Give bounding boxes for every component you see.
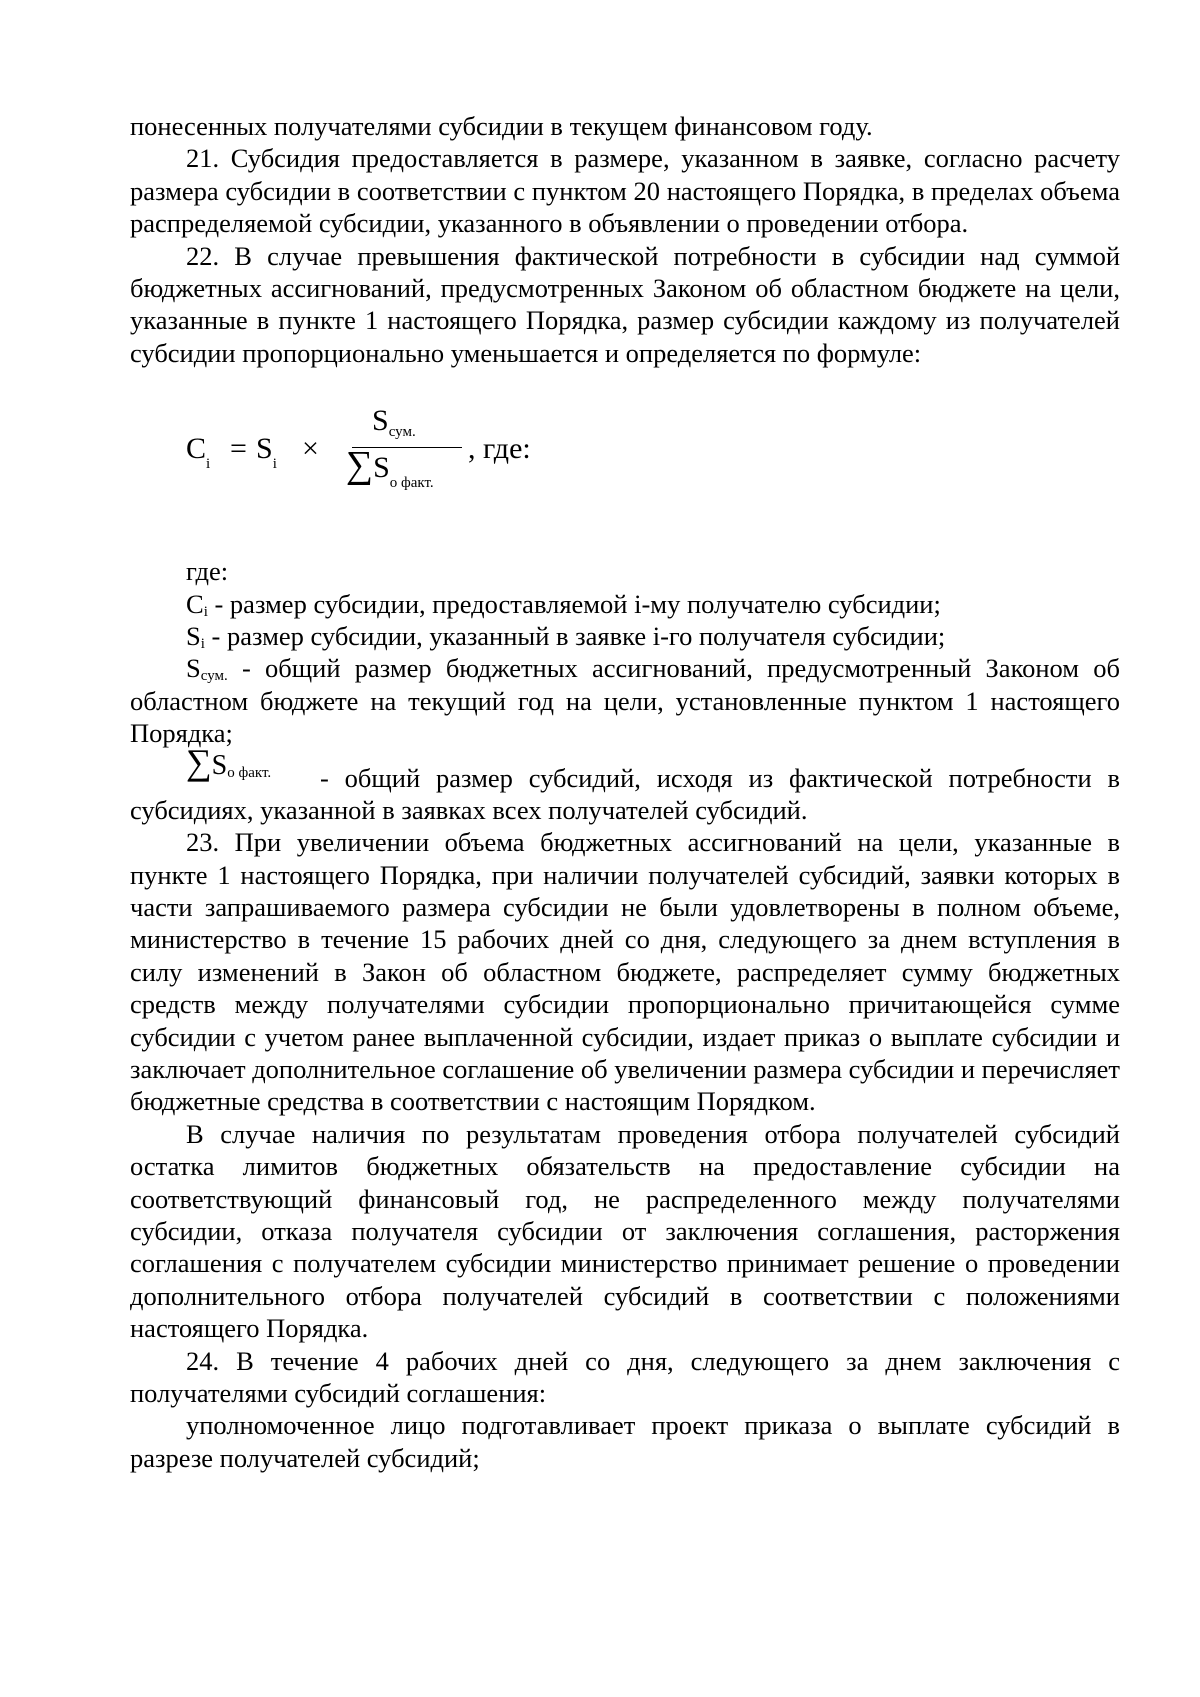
document-page (130, 110, 1120, 1474)
sum-definition-continuation: субсидиях, указанной в заявках всех получателей субсидий. (130, 794, 808, 825)
formula-equals: = (230, 432, 247, 466)
definition-sum-line (130, 741, 1120, 794)
paragraph-24: 24. В течение 4 рабочих дней со дня, следующего за днем заключения с получателями субсидий соглашения: (130, 1345, 1120, 1408)
formula-tail: , где: (468, 432, 531, 466)
sum-symbol: $\sum S_{о факт.}$ (186, 741, 272, 782)
where-label: где: (186, 556, 229, 587)
formula-s: $S_i$ (256, 432, 277, 473)
formula-denominator: $\sum S_{о факт.}$ (346, 444, 434, 492)
formula-c: $C_i$ (186, 432, 211, 473)
definition-ci: $C_i$ - размер субсидии, предоставляемой i-му получателю субсидии; (186, 588, 941, 620)
paragraph-21: 21. Субсидия предоставляется в размере, указанном в заявке, согласно расчету размера субсидии в соответствии с пунктом 20 настоящего Порядка, в пределах объема распределяемой субсидии, указанного в объявлении о проведении отбора. (130, 143, 1120, 239)
paragraph-additional-selection: В случае наличия по результатам проведения отбора получателей субсидий остатка лимитов бюджетных обязательств на предоставление субсидии на соответствующий финансовый год, не распределенного между получателями субсидии, отказа получателя субсидии от заключения соглашения, расторжения соглашения с получателем субсидии министерство принимает решение о проведении дополнительного отбора получателей субсидий в соответствии с положениями настоящего Порядка. (130, 1118, 1120, 1344)
paragraph-22: 22. В случае превышения фактической потребности в субсидии над суммой бюджетных ассигнований, предусмотренных Законом об областном бюджете на цели, указанные в пункте 1 настоящего Порядка, размер субсидии каждому из получателей субсидии пропорционально уменьшается и определяется по формуле: (130, 240, 1120, 368)
formula-times: × (302, 432, 319, 466)
definition-si: $S_i$ - размер субсидии, указанный в заявке i-го получателя субсидии; (186, 621, 946, 653)
subsidy-formula (186, 397, 586, 517)
formula-numerator: $S_{сум.}$ (372, 404, 416, 441)
paragraph-continuation: понесенных получателями субсидии в текущем финансовом году. (130, 111, 873, 141)
paragraph-order-draft: уполномоченное лицо подготавливает проект приказа о выплате субсидий в разрезе получателей субсидий; (130, 1410, 1120, 1473)
formula-block (130, 377, 1120, 547)
sum-definition-text: - общий размер субсидий, исходя из фактической потребности в (320, 762, 1120, 793)
paragraph-23: 23. При увеличении объема бюджетных ассигнований на цели, указанные в пункте 1 настоящего Порядка, при наличии получателей субсидий, заявки которых в части запрашиваемого размера субсидии не были удовлетворены в полном объеме, министерство в течение 15 рабочих дней со дня, следующего за днем вступления в силу изменений в Закон об областном бюджете, распределяет сумму бюджетных средств между получателями субсидии пропорционально причитающейся сумме субсидии с учетом ранее выплаченной субсидии, издает приказ о выплате субсидии и заключает дополнительное соглашение об увеличении размера субсидии и перечисляет бюджетные средства в соответствии с настоящим Порядком. (130, 827, 1120, 1117)
definition-ssum: $S_{сум.}$ - общий размер бюджетных ассигнований, предусмотренный Законом об областном бюджете на текущий год на цели, установленные пунктом 1 настоящего Порядка; (130, 653, 1120, 749)
